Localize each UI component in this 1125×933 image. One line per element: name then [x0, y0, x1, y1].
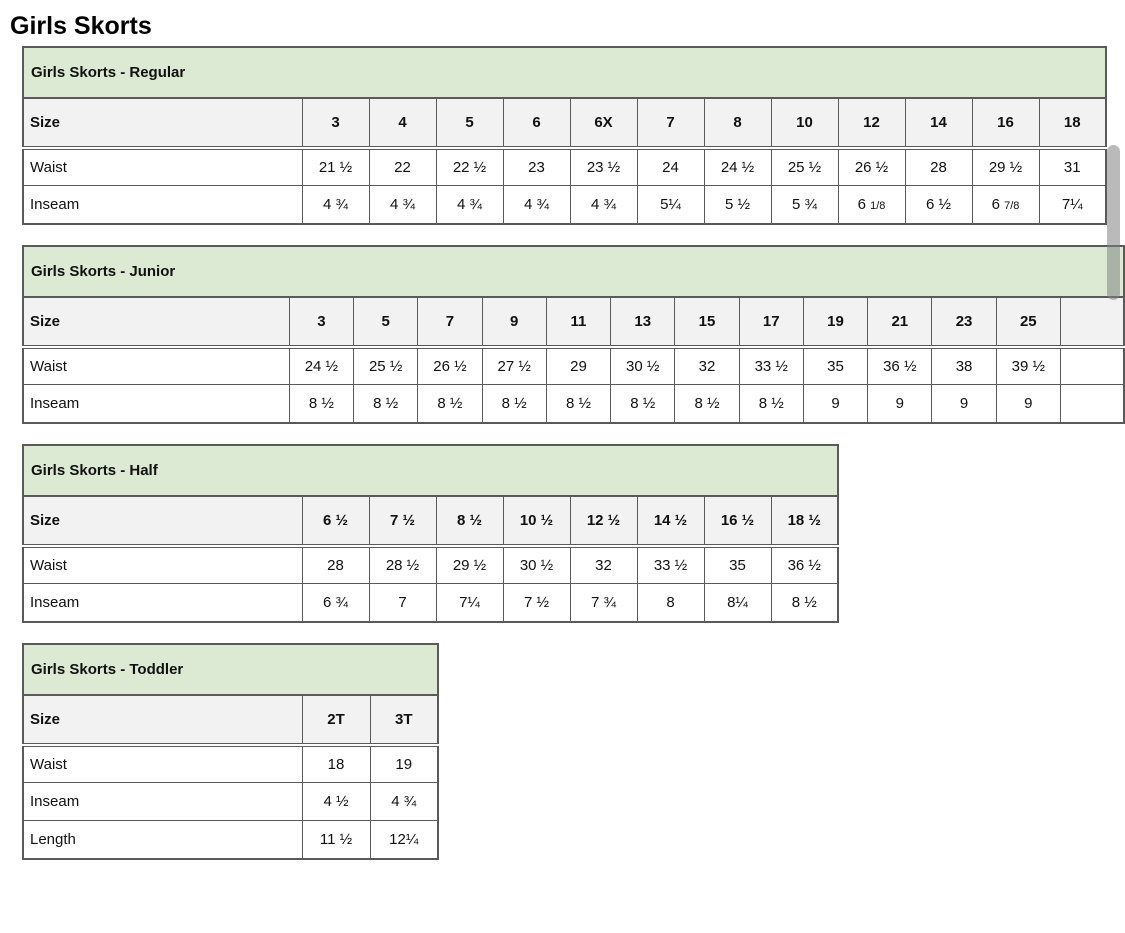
size-cell: 17 — [739, 297, 803, 347]
value-cell: 8 — [637, 584, 704, 622]
value-cell: 22 ½ — [436, 148, 503, 186]
size-cell: 8 ½ — [436, 496, 503, 546]
value-cell-clipped — [1060, 385, 1124, 423]
size-cell: 19 — [803, 297, 867, 347]
size-cell: 16 ½ — [704, 496, 771, 546]
value-cell: 28 — [302, 546, 369, 584]
value-cell: 8 ½ — [482, 385, 546, 423]
value-cell: 23 — [503, 148, 570, 186]
size-cell: 10 ½ — [503, 496, 570, 546]
value-cell: 18 — [302, 745, 370, 783]
value-cell: 22 — [369, 148, 436, 186]
size-cell: 12 — [838, 98, 905, 148]
table-title: Girls Skorts - Half — [23, 445, 838, 496]
value-cell: 29 ½ — [436, 546, 503, 584]
measurement-row-waist — [23, 347, 1124, 385]
value-cell: 36 ½ — [771, 546, 838, 584]
page-title: Girls Skorts — [10, 12, 152, 40]
size-cell: 2T — [302, 695, 370, 745]
size-header-label: Size — [23, 496, 302, 546]
value-cell: 23 ½ — [570, 148, 637, 186]
value-cell: 7¼ — [436, 584, 503, 622]
size-cell: 25 — [996, 297, 1060, 347]
value-cell: 26 ½ — [838, 148, 905, 186]
value-cell: 35 — [704, 546, 771, 584]
size-cell: 3T — [370, 695, 438, 745]
size-cell: 7 ½ — [369, 496, 436, 546]
document-page — [0, 13, 1125, 933]
value-cell: 33 ½ — [637, 546, 704, 584]
value-cell: 6 ½ — [905, 186, 972, 224]
value-cell: 33 ½ — [739, 347, 803, 385]
value-cell: 8 ½ — [739, 385, 803, 423]
value-cell: 7¼ — [1039, 186, 1106, 224]
size-chart-regular — [22, 46, 1107, 225]
measurement-row-inseam — [23, 186, 1106, 224]
value-cell: 36 ½ — [868, 347, 932, 385]
value-cell: 19 — [370, 745, 438, 783]
table-title: Girls Skorts - Toddler — [23, 644, 438, 695]
size-cell: 18 ½ — [771, 496, 838, 546]
value-cell: 35 — [803, 347, 867, 385]
size-cell-clipped — [1060, 297, 1124, 347]
size-chart-toddler — [22, 643, 439, 860]
value-cell: 26 ½ — [418, 347, 482, 385]
size-cell: 18 — [1039, 98, 1106, 148]
value-cell: 8 ½ — [771, 584, 838, 622]
size-cell: 3 — [289, 297, 353, 347]
row-label: Waist — [23, 347, 289, 385]
vertical-scrollbar-thumb[interactable] — [1107, 145, 1120, 300]
value-cell: 24 — [637, 148, 704, 186]
value-cell: 7 ½ — [503, 584, 570, 622]
value-cell: 4 ¾ — [570, 186, 637, 224]
size-chart-junior — [22, 245, 1125, 424]
value-cell: 6 1/8 — [838, 186, 905, 224]
value-cell: 5 ½ — [704, 186, 771, 224]
value-cell: 4 ¾ — [370, 783, 438, 821]
value-cell: 25 ½ — [354, 347, 418, 385]
value-cell: 32 — [570, 546, 637, 584]
size-cell: 6 ½ — [302, 496, 369, 546]
value-cell: 8 ½ — [289, 385, 353, 423]
table-title-row — [23, 47, 1106, 98]
value-cell: 7 — [369, 584, 436, 622]
size-cell: 15 — [675, 297, 739, 347]
value-cell: 30 ½ — [611, 347, 675, 385]
value-cell: 31 — [1039, 148, 1106, 186]
value-cell: 29 ½ — [972, 148, 1039, 186]
value-cell: 9 — [932, 385, 996, 423]
value-cell: 28 — [905, 148, 972, 186]
value-cell: 5¼ — [637, 186, 704, 224]
size-chart-half — [22, 444, 839, 623]
size-cell: 12 ½ — [570, 496, 637, 546]
size-cell: 3 — [302, 98, 369, 148]
measurement-row-waist — [23, 546, 838, 584]
value-cell-clipped — [1060, 347, 1124, 385]
value-cell: 29 — [546, 347, 610, 385]
size-cell: 14 ½ — [637, 496, 704, 546]
size-cell: 7 — [637, 98, 704, 148]
value-cell: 28 ½ — [369, 546, 436, 584]
row-label: Length — [23, 821, 302, 859]
size-cell: 13 — [611, 297, 675, 347]
size-cell: 4 — [369, 98, 436, 148]
row-label: Waist — [23, 148, 302, 186]
table-title-row — [23, 445, 838, 496]
size-header-row — [23, 98, 1106, 148]
size-cell: 14 — [905, 98, 972, 148]
size-header-label: Size — [23, 98, 302, 148]
value-cell: 9 — [868, 385, 932, 423]
value-cell: 4 ¾ — [436, 186, 503, 224]
table-title: Girls Skorts - Junior — [23, 246, 1124, 297]
table-title-row — [23, 246, 1124, 297]
value-cell: 9 — [996, 385, 1060, 423]
value-cell: 21 ½ — [302, 148, 369, 186]
size-header-row — [23, 496, 838, 546]
value-cell: 9 — [803, 385, 867, 423]
value-cell: 8¼ — [704, 584, 771, 622]
value-cell: 8 ½ — [418, 385, 482, 423]
value-cell: 24 ½ — [289, 347, 353, 385]
value-cell: 24 ½ — [704, 148, 771, 186]
measurement-row-waist — [23, 745, 438, 783]
size-cell: 5 — [354, 297, 418, 347]
row-label: Inseam — [23, 783, 302, 821]
measurement-row-inseam — [23, 385, 1124, 423]
value-cell: 4 ½ — [302, 783, 370, 821]
value-cell: 8 ½ — [354, 385, 418, 423]
value-cell: 39 ½ — [996, 347, 1060, 385]
measurement-row-waist — [23, 148, 1106, 186]
size-cell: 5 — [436, 98, 503, 148]
text-fraction: 7/8 — [1004, 199, 1020, 212]
size-header-row — [23, 695, 438, 745]
size-cell: 7 — [418, 297, 482, 347]
row-label: Waist — [23, 546, 302, 584]
value-cell: 8 ½ — [546, 385, 610, 423]
value-cell: 7 ¾ — [570, 584, 637, 622]
measurement-row-length — [23, 821, 438, 859]
value-cell: 4 ¾ — [503, 186, 570, 224]
size-header-label: Size — [23, 297, 289, 347]
row-label: Waist — [23, 745, 302, 783]
measurement-row-inseam — [23, 783, 438, 821]
row-label: Inseam — [23, 186, 302, 224]
value-cell: 6 ¾ — [302, 584, 369, 622]
size-header-label: Size — [23, 695, 302, 745]
row-label: Inseam — [23, 584, 302, 622]
value-cell: 5 ¾ — [771, 186, 838, 224]
table-title: Girls Skorts - Regular — [23, 47, 1106, 98]
value-cell: 30 ½ — [503, 546, 570, 584]
measurement-row-inseam — [23, 584, 838, 622]
size-cell: 21 — [868, 297, 932, 347]
text-fraction: 1/8 — [870, 199, 886, 212]
value-cell: 6 7/8 — [972, 186, 1039, 224]
size-cell: 9 — [482, 297, 546, 347]
value-cell: 25 ½ — [771, 148, 838, 186]
value-cell: 4 ¾ — [369, 186, 436, 224]
size-header-row — [23, 297, 1124, 347]
value-cell: 4 ¾ — [302, 186, 369, 224]
value-cell: 32 — [675, 347, 739, 385]
table-title-row — [23, 644, 438, 695]
size-cell: 16 — [972, 98, 1039, 148]
size-cell: 8 — [704, 98, 771, 148]
size-cell: 11 — [546, 297, 610, 347]
size-cell: 23 — [932, 297, 996, 347]
value-cell: 12¼ — [370, 821, 438, 859]
size-cell: 6 — [503, 98, 570, 148]
size-cell: 10 — [771, 98, 838, 148]
size-charts-container — [0, 46, 1125, 860]
value-cell: 8 ½ — [611, 385, 675, 423]
value-cell: 27 ½ — [482, 347, 546, 385]
size-cell: 6X — [570, 98, 637, 148]
value-cell: 38 — [932, 347, 996, 385]
value-cell: 8 ½ — [675, 385, 739, 423]
row-label: Inseam — [23, 385, 289, 423]
value-cell: 11 ½ — [302, 821, 370, 859]
